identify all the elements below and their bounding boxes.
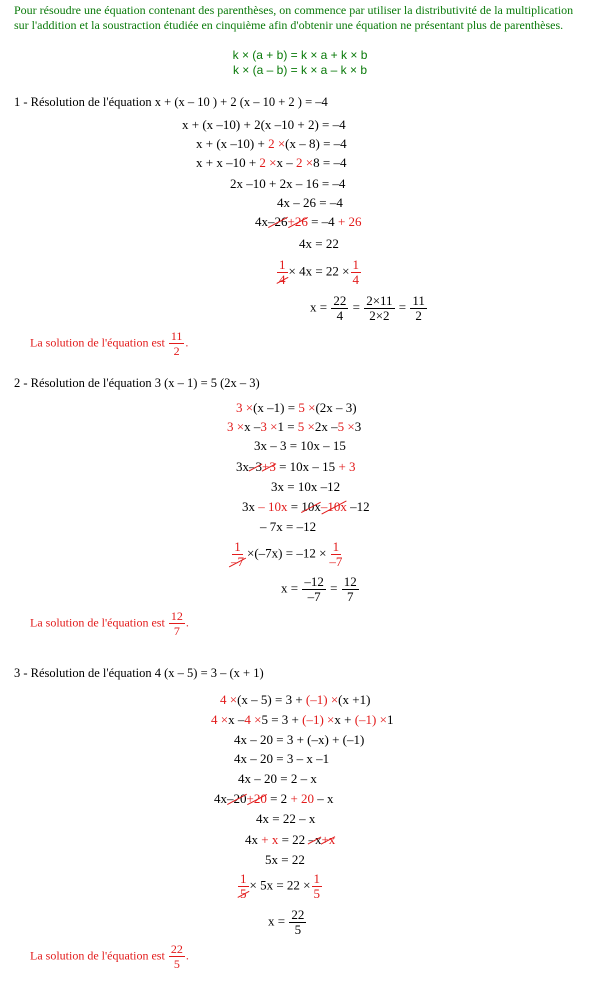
ex1-step-6: 4x–26+26 = –4 + 26 (255, 214, 362, 229)
intro-text: Pour résoudre une équation contenant des parenthèses, on commence par utiliser la distributivité de la multiplication sur l'addition et la soustraction étudiée en cinquième afin d'obtenir une équation ne présentant plus de parenthèses. (14, 3, 574, 32)
intro-paragraph (14, 3, 586, 33)
ex1-step-9: x = $\frac{22}{4}$ = $\frac{2\times 11}{2\times 2}$ = $\frac{11}{2}$ (310, 293, 425, 323)
ex2-solution: La solution de l'équation est $\frac{12}{7}$ . (30, 609, 189, 638)
ex3-solution: La solution de l'équation est $\frac{22}{5}$ . (30, 942, 189, 971)
ex1-step-8: $\frac{1}{4}$ × 4x = 22 × $\frac{1}{4}$ (279, 257, 359, 287)
ex3-step-10: $\frac{1}{5}$ × 5x = 22 × $\frac{1}{5}$ (240, 871, 320, 901)
exercise-3-title: 3 - Résolution de l'équation 4 (x – 5) = 3 – (x + 1) (14, 666, 264, 680)
ex2-step-3: 3x – 3 = 10x – 15 (254, 438, 346, 453)
exercise-1-title: 1 - Résolution de l'équation x + (x – 10 ) + 2 (x – 10 + 2 ) = –4 (14, 95, 328, 109)
ex3-step-11: x = $\frac{22}{5}$ (268, 907, 305, 937)
ex2-step-8: $\frac{1}{-7}$ ×(–7x) = –12 × $\frac{1}{-7}$ (231, 539, 343, 569)
ex3-step-8: 4x + x = 22 –x+x (245, 832, 336, 847)
ex3-step-5: 4x – 20 = 2 – x (238, 771, 317, 786)
ex3-step-9: 5x = 22 (265, 852, 305, 867)
ex3-step-1: 4 ×(x – 5) = 3 + (–1) ×(x +1) (220, 692, 371, 707)
ex3-step-2: 4 ×x –4 ×5 = 3 + (–1) ×x + (–1) ×1 (211, 712, 394, 727)
ex3-step-3: 4x – 20 = 3 + (–x) + (–1) (234, 732, 365, 747)
ex1-step-5: 4x – 26 = –4 (277, 195, 343, 210)
ex1-step-4: 2x –10 + 2x – 16 = –4 (230, 176, 346, 191)
ex3-step-6: 4x–20+20 = 2 + 20 – x (214, 791, 334, 806)
exercise-2-title: 2 - Résolution de l'équation 3 (x – 1) = 5 (2x – 3) (14, 376, 260, 390)
ex1-step-1: x + (x –10) + 2(x –10 + 2) = –4 (182, 117, 346, 132)
ex1-solution: La solution de l'équation est $\frac{11}{2}$ . (30, 329, 189, 358)
ex3-step-7: 4x = 22 – x (256, 811, 316, 826)
distributivity-formula-addition: k × (a + b) = k × a + k × b (232, 48, 368, 62)
ex2-step-6: 3x – 10x = 10x–10x –12 (242, 499, 370, 514)
ex1-step-3: x + x –10 + 2 ×x – 2 ×8 = –4 (196, 155, 347, 170)
ex1-step-7: 4x = 22 (299, 236, 339, 251)
ex3-step-4: 4x – 20 = 3 – x –1 (234, 751, 330, 766)
ex2-step-1: 3 ×(x –1) = 5 ×(2x – 3) (236, 400, 357, 415)
ex1-step-2: x + (x –10) + 2 ×(x – 8) = –4 (196, 136, 347, 151)
distributivity-formula-subtraction: k × (a – b) = k × a – k × b (232, 63, 368, 77)
ex2-step-5: 3x = 10x –12 (271, 479, 341, 494)
ex2-step-2: 3 ×x –3 ×1 = 5 ×2x –5 ×3 (227, 419, 362, 434)
ex2-step-4: 3x–3+3 = 10x – 15 + 3 (236, 459, 356, 474)
ex2-step-7: – 7x = –12 (260, 519, 317, 534)
ex2-step-9: x = $\frac{-12}{-7}$ = $\frac{12}{7}$ (281, 574, 357, 604)
